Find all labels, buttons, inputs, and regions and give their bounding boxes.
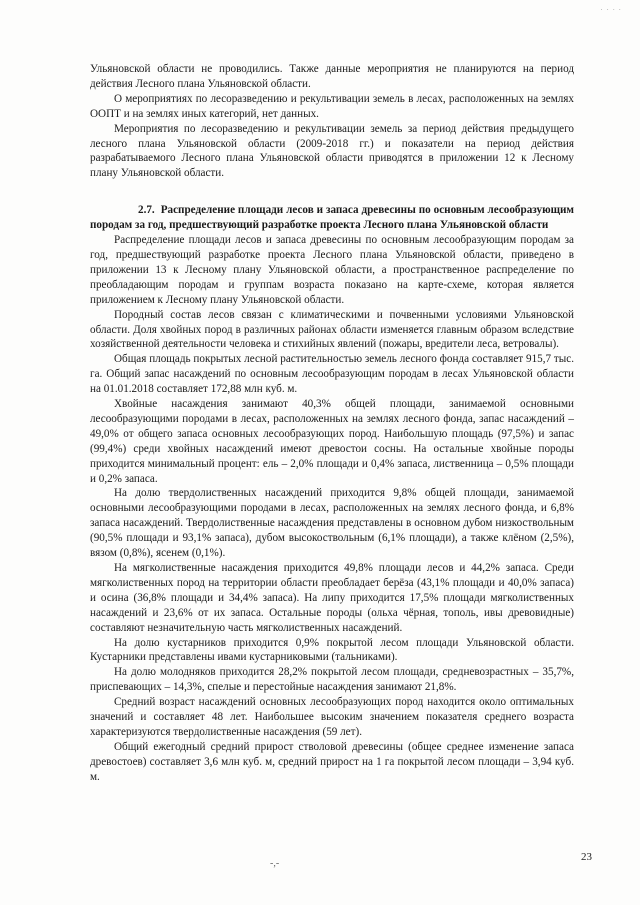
paragraph: О мероприятиях по лесоразведению и рекультивации земель в лесах, расположенных на землях ООПТ и на землях иных категорий, нет данных. bbox=[90, 92, 574, 120]
paragraph: Средний возраст насаждений основных лесообразующих пород находится около оптимальных значений и составляет 48 лет. Наибольшее высоким значением показателя среднего возраста характеризуются твердолиственные насаждения (59 лет). bbox=[90, 696, 574, 738]
paragraph: На долю твердолиственных насаждений приходится 9,8% общей площади, занимаемой основными лесообразующими породами в лесах, расположенных на землях лесного фонда, и 6,8% запаса насаждений. Твердолиственные насаждения представлены в основном дубом низкоствольным (90,5% площади и 93,1% запаса), дубом высокоствольным (6,1% площади), а также клёном (2,5%), вязом (0,8%), ясенем (0,1%). bbox=[90, 487, 574, 560]
page-body bbox=[90, 62, 574, 785]
paragraph: Породный состав лесов связан с климатическими и почвенными условиями Ульяновской области. Доля хвойных пород в различных районах области изменяется главным образом вследствие хозяйственной деятельности человека и стихийных явлений (пожары, вредители леса, ветровалы). bbox=[90, 308, 574, 351]
page-number: 23 bbox=[581, 851, 592, 863]
paragraph: Мероприятия по лесоразведению и рекультивации земель за период действия предыдущего лесного плана Ульяновской области (2009-2018 гг.) и показатели на период действия разрабатываемого Лесного плана Ульяновской области приводятся в приложении 12 к Лесному плану Ульяновской области. bbox=[90, 122, 574, 180]
section-heading bbox=[90, 203, 574, 233]
paragraph: На мягколиственные насаждения приходится 49,8% площади лесов и 44,2% запаса. Среди мягколиственных пород на территории области преобладает берёза (43,1% площади и 40,0% запаса) и осина (36,8% площади и 34,4% запаса). На липу приходится 17,5% площади мягколиственных насаждений и 23,6% от их запаса. Остальные породы (ольха чёрная, тополь, ивы древовидные) составляют незначительную часть мягколиственных насаждений. bbox=[90, 562, 574, 634]
paragraph-continuation: Ульяновской области не проводились. Также данные мероприятия не планируются на период действия Лесного плана Ульяновской области. bbox=[90, 63, 574, 90]
scan-marks: · · · · bbox=[600, 6, 622, 14]
section-number: 2.7. bbox=[138, 204, 155, 217]
paragraph: На долю кустарников приходится 0,9% покрытой лесом площади Ульяновской области. Кустарники представлены ивами кустарниковыми (тальниками). bbox=[90, 636, 574, 664]
scan-artifact: -,- bbox=[270, 858, 280, 869]
paragraph: Распределение площади лесов и запаса древесины по основным лесообразующим породам за год, предшествующий разработке проекта Лесного плана Ульяновской области, приведено в приложении 13 к Лесному плану Ульяновской области, а пространственное распределение по преобладающим породам и группам возраста показано на карте-схеме, которая является приложением к Лесному плану Ульяновской области. bbox=[90, 234, 574, 306]
paragraph: Общая площадь покрытых лесной растительностью земель лесного фонда составляет 915,7 тыс. га. Общий запас насаждений по основным лесообразующим породам в лесах Ульяновской области на 01.01.2018 составляет 172,88 млн куб. м. bbox=[90, 353, 574, 396]
paragraph: Общий ежегодный средний прирост стволовой древесины (общее среднее изменение запаса древостоев) составляет 3,6 млн куб. м, средний прирост на 1 га покрытой лесом площади – 3,94 куб. м. bbox=[90, 740, 574, 783]
paragraph: На долю молодняков приходится 28,2% покрытой лесом площади, средневозрастных – 35,7%, приспевающих – 14,3%, спелые и перестойные насаждения занимают 21,8%. bbox=[90, 666, 574, 694]
paragraph: Хвойные насаждения занимают 40,3% общей площади, занимаемой основными лесообразующими породами в лесах, расположенных на землях лесного фонда, запас насаждений – 49,0% от общего запаса основных лесообразующих пород. Наибольшую площадь (97,5%) и запас (99,4%) среди хвойных насаждений имеют древостои сосны. На остальные хвойные породы приходится минимальный процент: ель – 2,0% площади и 0,4% запаса, лиственница – 0,5% площади и 0,2% запаса. bbox=[90, 398, 574, 485]
section-title: Распределение площади лесов и запаса древесины по основным лесообразующим породам за год, предшествующий разработке проекта Лесного плана Ульяновской области bbox=[90, 204, 574, 232]
